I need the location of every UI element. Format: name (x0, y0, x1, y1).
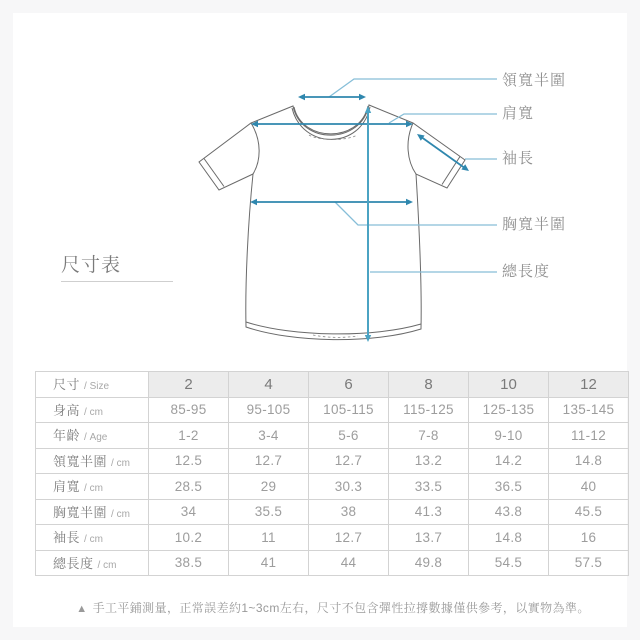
cell-value: 41 (229, 550, 309, 576)
cell-value: 35.5 (229, 499, 309, 525)
cell-value: 85-95 (149, 397, 229, 423)
cell-value: 34 (149, 499, 229, 525)
cell-value: 36.5 (469, 474, 549, 500)
cell-value: 54.5 (469, 550, 549, 576)
page-title: 尺寸表 (61, 255, 122, 276)
table-row-length (36, 550, 629, 576)
cell-value: 30.3 (309, 474, 389, 500)
cell-value: 38.5 (149, 550, 229, 576)
table-row-neck (36, 448, 629, 474)
cell-value: 12.7 (309, 448, 389, 474)
cell-value: 5-6 (309, 423, 389, 449)
header-size-12: 12 (549, 372, 629, 398)
cell-value: 28.5 (149, 474, 229, 500)
cell-value: 45.5 (549, 499, 629, 525)
cell-value: 7-8 (389, 423, 469, 449)
cell-value: 57.5 (549, 550, 629, 576)
cell-value: 40 (549, 474, 629, 500)
row-label-neck: 領寬半圍 / cm (36, 448, 149, 474)
cell-value: 14.8 (469, 525, 549, 551)
neck-leader-line (329, 79, 497, 97)
cell-value: 12.7 (309, 525, 389, 551)
cell-value: 49.8 (389, 550, 469, 576)
size-table (35, 371, 629, 576)
cell-value: 11-12 (549, 423, 629, 449)
table-row-height (36, 397, 629, 423)
cell-value: 115-125 (389, 397, 469, 423)
cell-value: 13.7 (389, 525, 469, 551)
cell-value: 33.5 (389, 474, 469, 500)
table-row-chest (36, 499, 629, 525)
cell-value: 29 (229, 474, 309, 500)
row-label-length: 總長度 / cm (36, 550, 149, 576)
cell-value: 14.2 (469, 448, 549, 474)
row-label-shoulder: 肩寬 / cm (36, 474, 149, 500)
tshirt-measurement-diagram (13, 13, 640, 363)
row-label-height: 身高 / cm (36, 397, 149, 423)
table-row-sleeve (36, 525, 629, 551)
header-size-2: 2 (149, 372, 229, 398)
measurement-note (26, 599, 640, 616)
label-total-length: 總長度 (502, 263, 551, 280)
cell-value: 14.8 (549, 448, 629, 474)
label-sleeve-length: 袖長 (502, 150, 535, 167)
header-size-6: 6 (309, 372, 389, 398)
cell-value: 1-2 (149, 423, 229, 449)
cell-value: 105-115 (309, 397, 389, 423)
header-size-label: 尺寸 / Size (36, 372, 149, 398)
label-neck-width: 領寬半圍 (502, 72, 567, 89)
content-card (13, 13, 627, 627)
header-size-10: 10 (469, 372, 549, 398)
cell-value: 10.2 (149, 525, 229, 551)
cell-value: 3-4 (229, 423, 309, 449)
cell-value: 13.2 (389, 448, 469, 474)
label-chest-width: 胸寬半圍 (502, 216, 567, 233)
cell-value: 43.8 (469, 499, 549, 525)
cell-value: 12.5 (149, 448, 229, 474)
table-header-row (36, 372, 629, 398)
cell-value: 12.7 (229, 448, 309, 474)
header-size-8: 8 (389, 372, 469, 398)
note-text: 手工平鋪測量，正常誤差約1~3cm左右，尺寸不包含彈性拉撐數據僅供參考，以實物為準。 (92, 601, 590, 615)
label-shoulder-width: 肩寬 (502, 105, 535, 122)
title-underline (61, 281, 173, 282)
cell-value: 16 (549, 525, 629, 551)
row-label-sleeve: 袖長 / cm (36, 525, 149, 551)
table-row-age (36, 423, 629, 449)
cell-value: 11 (229, 525, 309, 551)
cell-value: 135-145 (549, 397, 629, 423)
cell-value: 41.3 (389, 499, 469, 525)
table-row-shoulder (36, 474, 629, 500)
cell-value: 44 (309, 550, 389, 576)
cell-value: 95-105 (229, 397, 309, 423)
row-label-age: 年齡 / Age (36, 423, 149, 449)
cell-value: 38 (309, 499, 389, 525)
cell-value: 9-10 (469, 423, 549, 449)
cell-value: 125-135 (469, 397, 549, 423)
row-label-chest: 胸寬半圍 / cm (36, 499, 149, 525)
header-size-4: 4 (229, 372, 309, 398)
triangle-icon: ▲ (76, 603, 88, 615)
